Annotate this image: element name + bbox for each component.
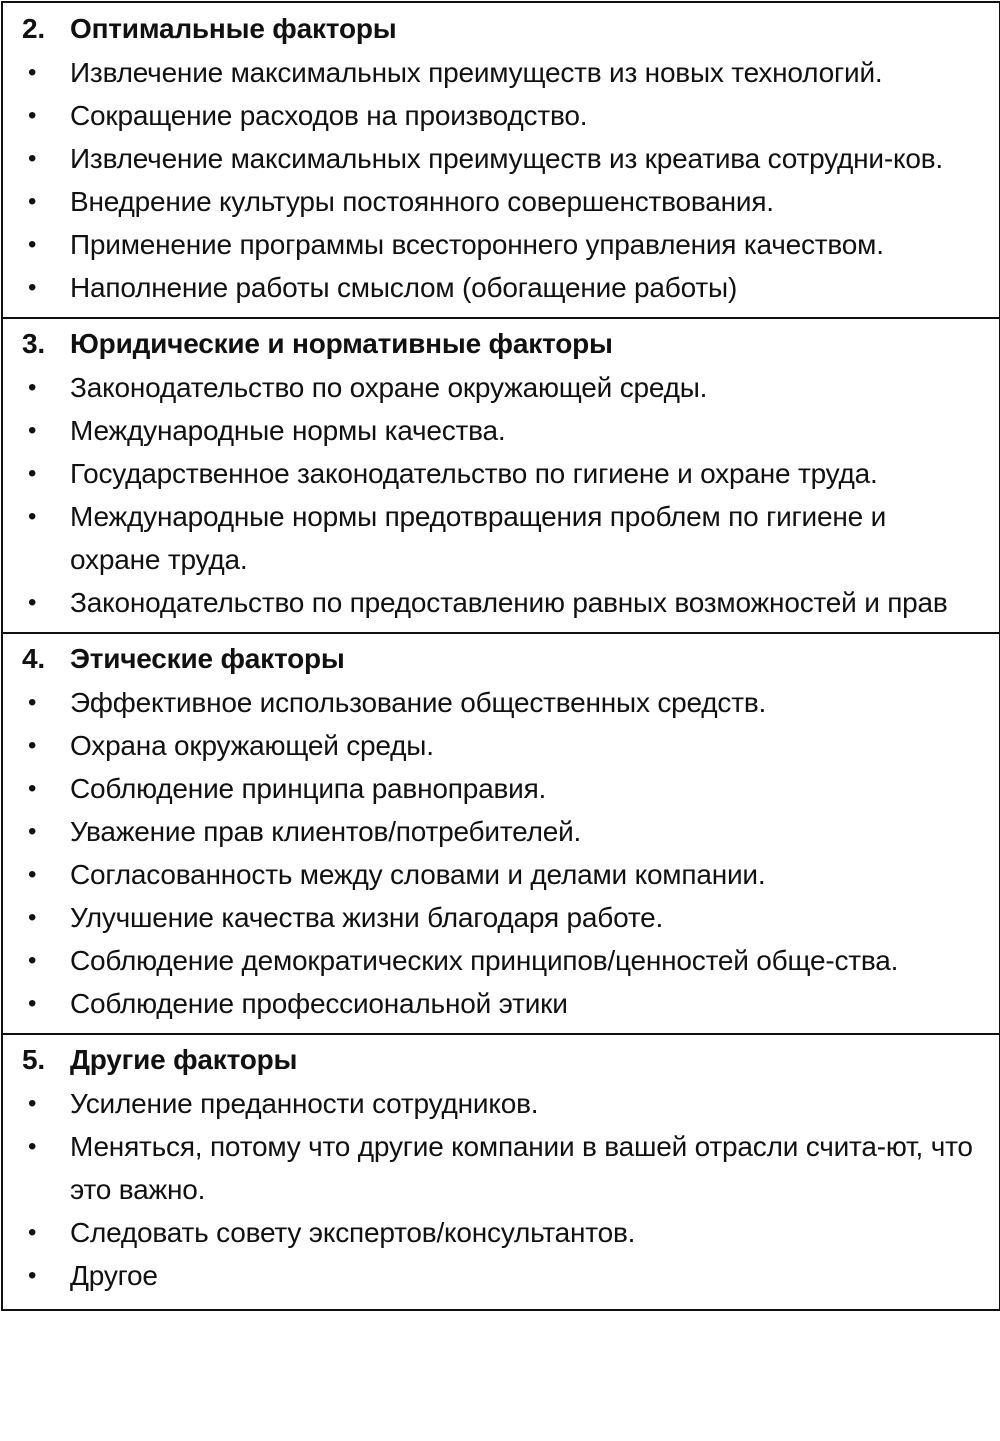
bullet-icon: • <box>28 188 37 215</box>
section-heading <box>22 322 981 366</box>
list-item-text: Законодательство по охране окружающей среды. <box>70 372 708 403</box>
bullet-icon: • <box>28 145 37 172</box>
list-item <box>22 767 981 810</box>
list-item-text: Законодательство по предоставлению равных возможностей и прав <box>70 587 948 618</box>
list-item <box>22 681 981 724</box>
bullet-icon: • <box>28 990 37 1017</box>
list-item <box>22 1254 981 1297</box>
section-heading <box>22 1038 981 1082</box>
list-item-text: Наполнение работы смыслом (обогащение работы) <box>70 272 738 303</box>
factors-table <box>1 1 1000 1311</box>
section-title: Этические факторы <box>70 643 345 674</box>
section-legal-factors <box>3 317 999 632</box>
list-item <box>22 1125 981 1211</box>
bullet-icon: • <box>28 904 37 931</box>
list-item <box>22 452 981 495</box>
list-item-text: Эффективное использование общественных средств. <box>70 687 767 718</box>
bullet-icon: • <box>28 1133 37 1160</box>
bullet-icon: • <box>28 1262 37 1289</box>
bullet-icon: • <box>28 861 37 888</box>
list-item <box>22 366 981 409</box>
list-item-text: Согласованность между словами и делами компании. <box>70 859 766 890</box>
bullet-icon: • <box>28 947 37 974</box>
list-item-text: Извлечение максимальных преимуществ из креатива сотрудни-ков. <box>70 143 943 174</box>
bullet-icon: • <box>28 775 37 802</box>
bullet-icon: • <box>28 1219 37 1246</box>
section-number: 2. <box>22 13 45 44</box>
list-item <box>22 223 981 266</box>
list-item <box>22 1082 981 1125</box>
list-item <box>22 982 981 1025</box>
bullet-icon: • <box>28 374 37 401</box>
list-item-text: Внедрение культуры постоянного совершенствования. <box>70 186 774 217</box>
list-item-text: Соблюдение демократических принципов/ценностей обще-ства. <box>70 945 899 976</box>
list-item <box>22 51 981 94</box>
list-item-text: Государственное законодательство по гигиене и охране труда. <box>70 458 878 489</box>
bullet-icon: • <box>28 589 37 616</box>
list-item-text: Другое <box>70 1260 158 1291</box>
bullet-icon: • <box>28 417 37 444</box>
list-item-text: Усиление преданности сотрудников. <box>70 1088 539 1119</box>
list-item <box>22 409 981 452</box>
list-item-text: Международные нормы качества. <box>70 415 506 446</box>
bullet-icon: • <box>28 732 37 759</box>
section-title: Другие факторы <box>70 1044 298 1075</box>
list-item-text: Уважение прав клиентов/потребителей. <box>70 816 582 847</box>
section-ethical-factors <box>3 632 999 1033</box>
bullet-icon: • <box>28 818 37 845</box>
bullet-icon: • <box>28 59 37 86</box>
list-item-text: Сокращение расходов на производство. <box>70 100 588 131</box>
list-item <box>22 853 981 896</box>
bullet-icon: • <box>28 460 37 487</box>
section-heading <box>22 637 981 681</box>
list-item <box>22 810 981 853</box>
list-item-text: Соблюдение профессиональной этики <box>70 988 568 1019</box>
list-item-text: Применение программы всестороннего управления качеством. <box>70 229 884 260</box>
section-number: 4. <box>22 643 45 674</box>
list-item <box>22 180 981 223</box>
bullet-icon: • <box>28 102 37 129</box>
section-number: 3. <box>22 328 45 359</box>
section-heading <box>22 7 981 51</box>
section-optimal-factors <box>3 3 999 317</box>
list-item <box>22 1211 981 1254</box>
list-item <box>22 137 981 180</box>
list-item-text: Извлечение максимальных преимуществ из новых технологий. <box>70 57 883 88</box>
list-item-text: Следовать совету экспертов/консультантов. <box>70 1217 636 1248</box>
list-item-text: Меняться, потому что другие компании в вашей отрасли счита-ют, что это важно. <box>70 1131 973 1205</box>
section-number: 5. <box>22 1044 45 1075</box>
section-other-factors <box>3 1033 999 1309</box>
bullet-icon: • <box>28 689 37 716</box>
list-item-text: Международные нормы предотвращения проблем по гигиене и охране труда. <box>70 501 887 575</box>
bullet-icon: • <box>28 1090 37 1117</box>
list-item <box>22 724 981 767</box>
bullet-icon: • <box>28 231 37 258</box>
section-title: Юридические и нормативные факторы <box>70 328 613 359</box>
section-title: Оптимальные факторы <box>70 13 397 44</box>
list-item <box>22 495 981 581</box>
list-item <box>22 896 981 939</box>
list-item <box>22 939 981 982</box>
list-item-text: Улучшение качества жизни благодаря работе. <box>70 902 664 933</box>
list-item <box>22 581 981 624</box>
list-item-text: Охрана окружающей среды. <box>70 730 434 761</box>
list-item-text: Соблюдение принципа равноправия. <box>70 773 547 804</box>
bullet-icon: • <box>28 503 37 530</box>
list-item <box>22 266 981 309</box>
bullet-icon: • <box>28 274 37 301</box>
list-item <box>22 94 981 137</box>
